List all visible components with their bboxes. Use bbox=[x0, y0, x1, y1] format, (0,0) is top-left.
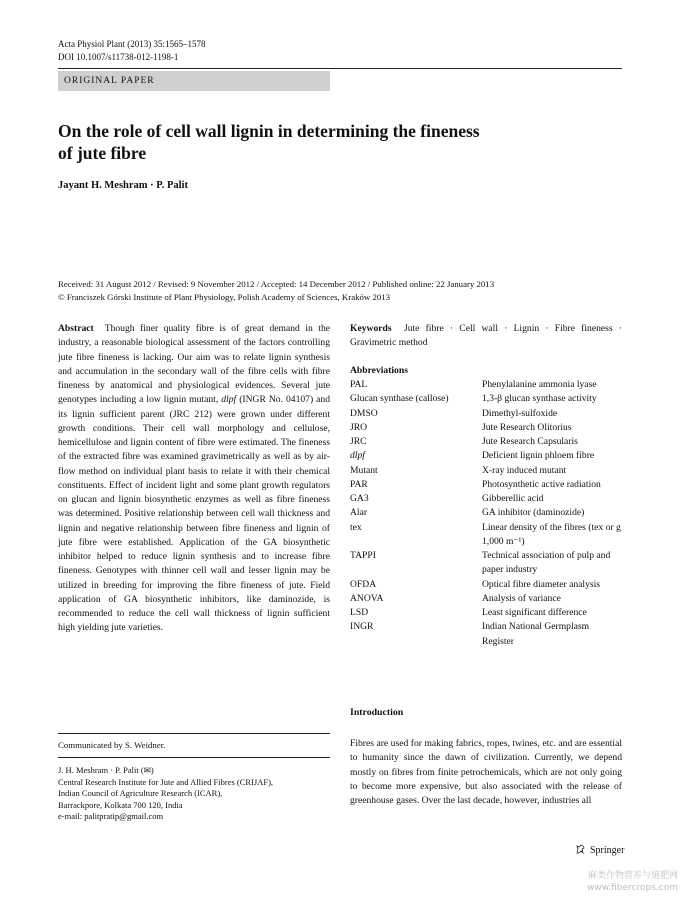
abbr-row bbox=[350, 606, 622, 620]
watermark-line-1: 麻类作物营养与施肥网 bbox=[587, 871, 678, 881]
abbr-row bbox=[350, 506, 622, 520]
abbr-term: DMSO bbox=[350, 407, 378, 419]
abbr-term: JRO bbox=[350, 421, 368, 433]
article-category: ORIGINAL PAPER bbox=[58, 71, 330, 91]
abbr-def: Least significant difference bbox=[482, 607, 587, 618]
abbr-def: Photosynthetic active radiation bbox=[482, 478, 601, 490]
keywords-text: Jute fibre · Cell wall · Lignin · Fibre fineness · Gravimetric method bbox=[350, 323, 623, 349]
affil-institute: Central Research Institute for Jute and Allied Fibres (CRIJAF), bbox=[58, 776, 274, 787]
abbr-term: PAR bbox=[350, 478, 368, 490]
abbr-term: LSD bbox=[350, 607, 369, 618]
introduction-text: Fibres are used for making fabrics, ropes, twines, etc. and are essential to humanity since the dawn of civilization. Currently, we depend mostly on fibres from finite petrochemicals, which are not only going to become more expensive, but also associated with the release of greenhouse gases. Over the last decade, however, industries all bbox=[350, 738, 622, 806]
header-rule bbox=[58, 68, 622, 69]
abstract-text-a: Though finer quality fibre is of great demand in the industry, a reasonable biological assessment of the factors controlling jute fibre fineness is lacking. Our aim was to relate lignin synthesis and accumulation in the secondary wall of the fibre cells with fibre fineness by anatomical and physiological evidences. Several jute genotypes including a low lignin mutant, bbox=[58, 323, 330, 406]
abbr-row bbox=[350, 421, 622, 435]
author-list: Jayant H. Meshram · P. Palit bbox=[58, 180, 188, 191]
abbr-row bbox=[350, 435, 622, 449]
abbr-def: Deficient lignin phloem fibre bbox=[482, 450, 595, 462]
abbr-term: Alar bbox=[350, 507, 368, 519]
abbr-row bbox=[350, 521, 622, 550]
abbr-row bbox=[350, 492, 622, 506]
title-line-2: of jute fibre bbox=[58, 143, 147, 163]
title-line-1: On the role of cell wall lignin in determining the fineness bbox=[58, 121, 480, 141]
affil-address: Barrackpore, Kolkata 700 120, India bbox=[58, 799, 183, 810]
abbr-def: Gibberellic acid bbox=[482, 493, 544, 504]
footnote-rule-top bbox=[58, 733, 330, 734]
abbr-term: TAPPI bbox=[350, 550, 376, 561]
abbr-def: Jute Research Olitorius bbox=[482, 421, 572, 433]
abbr-row bbox=[350, 549, 622, 578]
abbr-row bbox=[350, 478, 622, 492]
abbr-row bbox=[350, 392, 622, 406]
abbr-def: Indian National Germplasm Register bbox=[482, 621, 590, 647]
abbr-row bbox=[350, 407, 622, 421]
journal-citation: Acta Physiol Plant (2013) 35:1565–1578 bbox=[58, 39, 206, 49]
keywords bbox=[350, 322, 622, 351]
abbr-term: PAL bbox=[350, 379, 368, 390]
abbr-def: Optical fibre diameter analysis bbox=[482, 578, 601, 590]
abbr-def: Technical association of pulp and paper industry bbox=[482, 550, 611, 576]
abbr-row bbox=[350, 464, 622, 478]
abbr-term: ANOVA bbox=[350, 592, 384, 604]
abbreviations-heading: Abbreviations bbox=[350, 365, 408, 376]
abbr-term: Glucan synthase (callose) bbox=[350, 393, 449, 405]
abbr-def: X-ray induced mutant bbox=[482, 464, 567, 476]
publisher-name: Springer bbox=[590, 845, 625, 856]
keywords-label: Keywords bbox=[350, 323, 392, 334]
springer-horse-icon bbox=[575, 843, 587, 858]
abbr-term: OFDA bbox=[350, 578, 377, 590]
abbr-row bbox=[350, 620, 622, 649]
abbr-row bbox=[350, 592, 622, 606]
abbr-term: INGR bbox=[350, 621, 374, 633]
watermark-line-2: www.fibercrops.com bbox=[587, 883, 678, 893]
abbr-def: Dimethyl-sulfoxide bbox=[482, 407, 558, 419]
affil-council: Indian Council of Agriculture Research (ICAR), bbox=[58, 788, 223, 798]
introduction-heading: Introduction bbox=[350, 707, 404, 718]
footnote-rule bbox=[58, 757, 330, 758]
author-affiliation bbox=[58, 765, 330, 823]
abbr-row bbox=[350, 449, 622, 463]
abbr-def: Phenylalanine ammonia lyase bbox=[482, 379, 597, 390]
journal-header bbox=[58, 38, 206, 64]
site-watermark bbox=[556, 870, 678, 894]
abstract bbox=[58, 322, 330, 636]
dates-line: Received: 31 August 2012 / Revised: 9 November 2012 / Accepted: 14 December 2012 / Published online: 22 January 2013 bbox=[58, 279, 495, 289]
affil-email: e-mail: palitpratip@gmail.com bbox=[58, 811, 164, 821]
publisher-logo bbox=[575, 843, 624, 858]
abbr-term: Mutant bbox=[350, 464, 378, 476]
abbr-term: JRC bbox=[350, 436, 367, 447]
affil-authors: J. H. Meshram · P. Palit (✉) bbox=[58, 765, 154, 775]
abbreviations-list bbox=[350, 378, 622, 649]
article-title bbox=[58, 120, 618, 164]
abbr-def: 1,3-β glucan synthase activity bbox=[482, 393, 597, 405]
abbr-def: GA inhibitor (daminozide) bbox=[482, 507, 585, 519]
abbr-term: tex bbox=[350, 521, 362, 533]
abbr-def: Linear density of the fibres (tex or g 1,000 m⁻¹) bbox=[482, 521, 621, 547]
abbr-term: GA3 bbox=[350, 493, 369, 504]
abbr-def: Jute Research Capsularis bbox=[482, 436, 578, 447]
abstract-text-b: (INGR No. 04107) and its lignin sufficient parent (JRC 212) were grown under different growth conditions. Their cell wall morphology and cellulose, hemicellulose and lignin content of fibre were estimated. The fineness of the extracted fibre was examined gravimetrically as well as by air-flow method on individual plant basis to relate it with their chemical constituents. Effect of incident light and some plant growth regulators on glucan and lignin biosynthetic enzymes as well as fibre fineness was determined. Positive relationship between cell wall thickness and lignin and negative relationship between fibre fineness and lignin of jute fibre were established. Application of the GA biosynthetic inhibitor helped to reduce lignin synthesis and to increase fibre fineness. Genotypes with thinner cell wall and lesser lignin may be utilized in breeding for improving the fibre fineness of jute. Field application of GA biosynthetic inhibitors, like daminozide, is recommended to reduce the cell wall thickness of lignin sufficient high yielding jute varieties. bbox=[58, 394, 331, 634]
copyright-line: © Franciszek Górski Institute of Plant Physiology, Polish Academy of Sciences, Kraków 2013 bbox=[58, 292, 391, 302]
abbr-def: Analysis of variance bbox=[482, 592, 561, 604]
abbr-row bbox=[350, 378, 622, 392]
abstract-dlpf: dlpf bbox=[221, 394, 237, 406]
abbr-term: dlpf bbox=[350, 450, 365, 462]
publication-dates bbox=[58, 278, 622, 304]
abbr-row bbox=[350, 578, 622, 592]
communicated-by: Communicated by S. Weidner. bbox=[58, 740, 166, 750]
doi-line: DOI 10.1007/s11738-012-1198-1 bbox=[58, 52, 179, 62]
abstract-label: Abstract bbox=[58, 323, 94, 334]
